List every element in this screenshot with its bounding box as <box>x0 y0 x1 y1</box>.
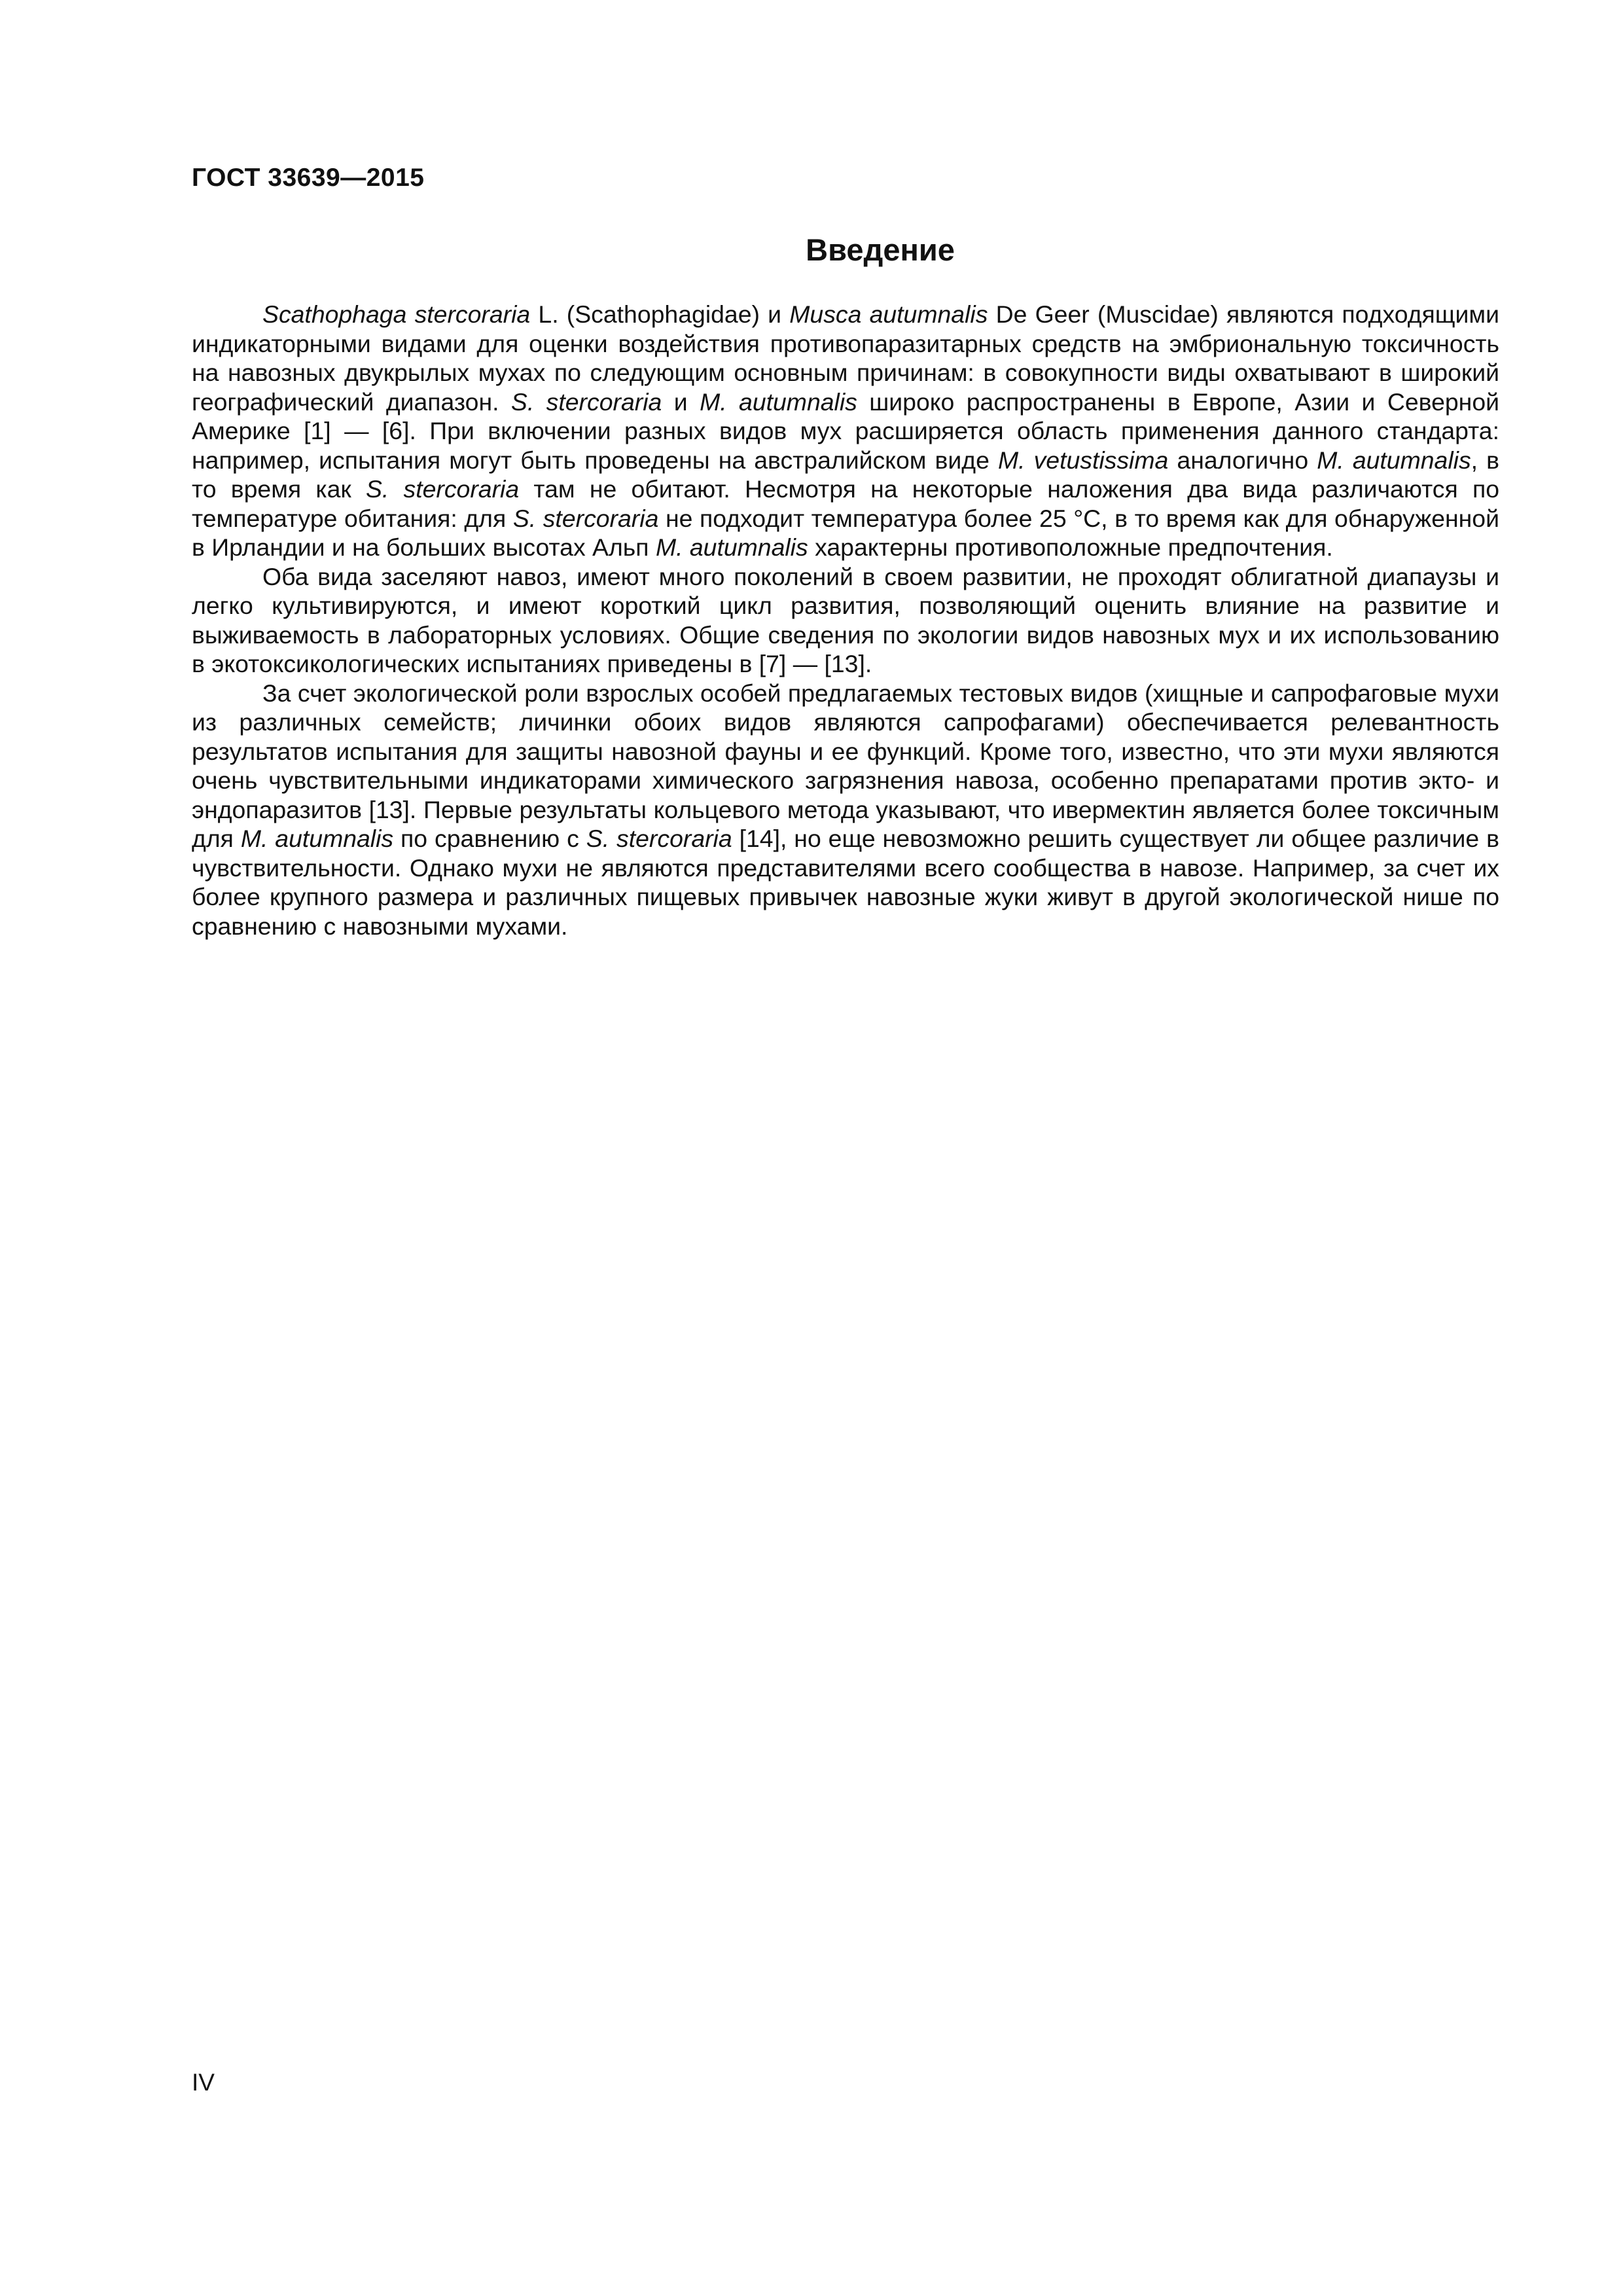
species-name: M. autumnalis <box>240 825 394 852</box>
species-name: M. vetustissima <box>997 446 1169 474</box>
text-run: , в то время как <box>192 446 1499 503</box>
species-name: M. autumnalis <box>700 387 857 416</box>
text-run: по сравнению с <box>393 825 586 852</box>
text-run: De Geer (Muscidae) являются подходящими индикаторными видами для оценки воздействия противопаразитарных средств на эмбриональную токсичность на навозных двукрылых мухах по следующим основным причинам: в совокупности виды охватывают в широкий географический диапазон. <box>192 300 1500 416</box>
body-text <box>192 300 1499 941</box>
text-run: характерны противоположные предпочтения. <box>808 533 1333 561</box>
text-run: аналогично <box>1168 446 1317 474</box>
page-number: IV <box>192 2069 215 2096</box>
species-name: M. autumnalis <box>655 533 808 561</box>
text-run: и <box>662 387 700 416</box>
species-name: S. stercoraria <box>365 475 520 503</box>
species-name: S. stercoraria <box>586 825 732 852</box>
paragraph-2 <box>192 562 1499 679</box>
text-run: Оба вида заселяют навоз, имеют много поколений в своем развитии, не проходят облигатной диапаузы и легко культивируются, и имеют короткий цикл развития, позволяющий оценить влияние на развитие и выживаемость в лабораторных условиях. Общие сведения по экологии видов навозных мух и их использованию в экотоксикологических испытаниях приведены в [7] — [13]. <box>192 562 1499 677</box>
text-run: там не обитают. Несмотря на некоторые наложения два вида различаются по температуре обитания: для <box>192 475 1499 532</box>
species-name: S. stercoraria <box>510 387 662 416</box>
document-id-header: ГОСТ 33639—2015 <box>192 164 425 192</box>
text-run: не подходит температура более 25 °С, в то время как для обнаруженной в Ирландии и на больших высотах Альп <box>192 504 1499 561</box>
species-name: Scathophaga stercoraria <box>262 300 531 328</box>
section-title: Введение <box>806 232 955 267</box>
text-run: [14], но еще невозможно решить существует ли общее различие в чувствительности. Однако мухи не являются представителями всего сообщества в навозе. Например, за счет их более крупного размера и различных пищевых привычек навозные жуки живут в другой экологической нише по сравнению с навозными мухами. <box>192 825 1499 940</box>
paragraph-3 <box>192 679 1499 941</box>
species-name: M. autumnalis <box>1317 446 1471 474</box>
species-name: Musca autumnalis <box>789 300 988 328</box>
text-run: широко распространены в Европе, Азии и Северной Америке [1] — [6]. При включении разных видов мух расширяется область применения данного стандарта: например, испытания могут быть проведены на австралийском виде <box>192 387 1499 474</box>
paragraph-1 <box>192 300 1499 562</box>
species-name: S. stercoraria <box>512 504 659 532</box>
text-run: За счет экологической роли взрослых особей предлагаемых тестовых видов (хищные и сапрофаговые мухи из различных семейств; личинки обоих видов являются сапрофагами) обеспечивается релевантность результатов испытания для защиты навозной фауны и ее функций. Кроме того, известно, что эти мухи являются очень чувствительными индикаторами химического загрязнения навоза, особенно препаратами против экто- и эндопаразитов [13]. Первые результаты кольцевого метода указывают, что ивермектин является более токсичным для <box>192 679 1499 852</box>
text-run: L. (Scathophagidae) и <box>530 300 790 328</box>
